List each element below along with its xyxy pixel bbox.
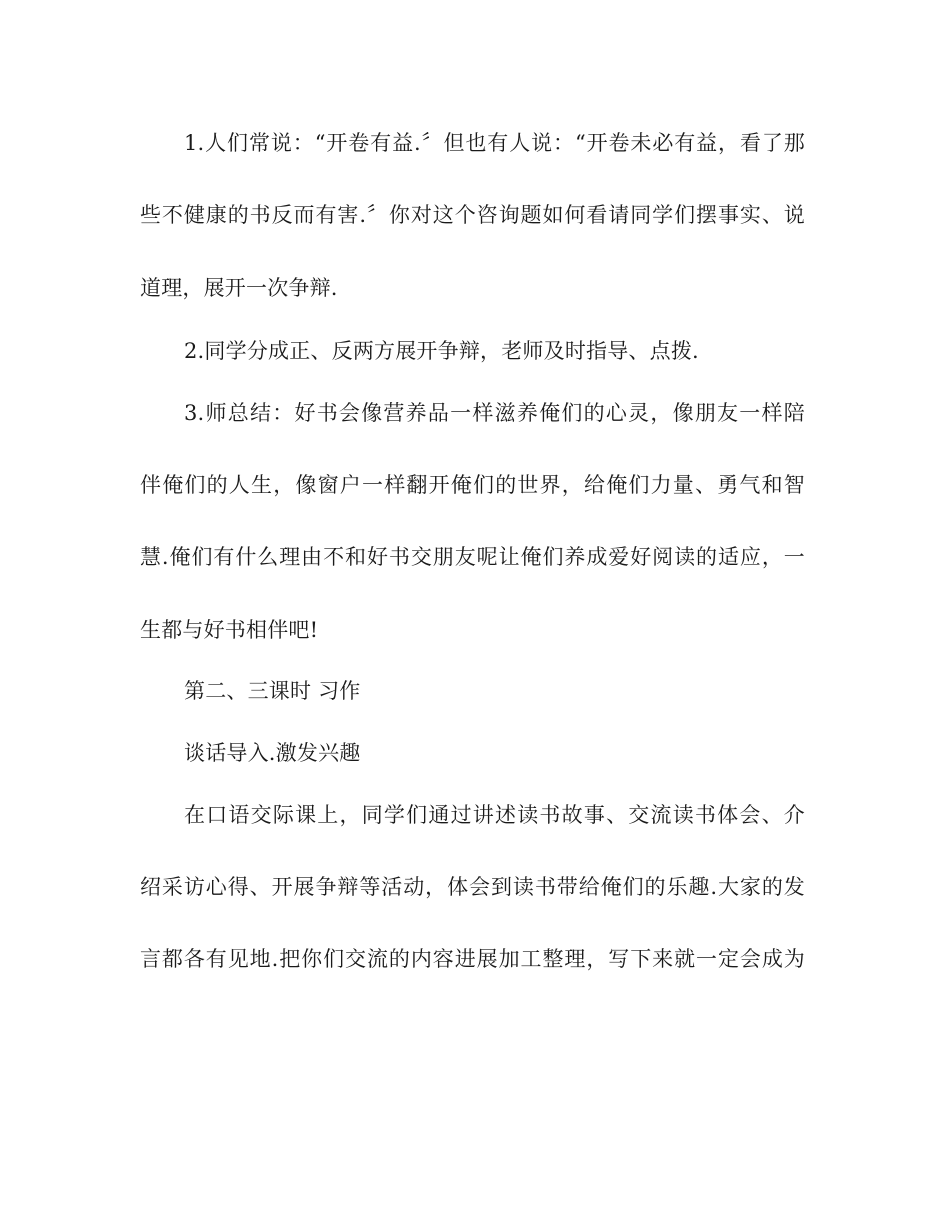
paragraph-4-line-3: 言都各有见地.把你们交流的内容进展加工整理，写下来就一定会成为	[140, 947, 805, 971]
paragraph-2-line-1: 2.同学分成正、反两方展开争辩，老师及时指导、点拨.	[184, 339, 699, 363]
paragraph-4-line-1: 在口语交际课上，同学们通过讲述读书故事、交流读书体会、介	[184, 803, 805, 827]
paragraph-1-line-2: 些不健康的书反而有害.〞你对这个咨询题如何看请同学们摆事实、说	[140, 203, 805, 227]
subheading: 谈话导入.激发兴趣	[184, 741, 361, 765]
paragraph-4-line-2: 绍采访心得、开展争辩等活动，体会到读书带给俺们的乐趣.大家的发	[140, 875, 805, 899]
paragraph-3-line-4: 生都与好书相伴吧!	[140, 618, 319, 642]
paragraph-3-line-1: 3.师总结：好书会像营养品一样滋养俺们的心灵，像朋友一样陪	[184, 401, 805, 425]
paragraph-1-line-1: 1.人们常说：“开卷有益.〞但也有人说：“开卷未必有益，看了那	[184, 131, 805, 155]
paragraph-3-line-3: 慧.俺们有什么理由不和好书交朋友呢让俺们养成爱好阅读的适应，一	[140, 545, 805, 569]
paragraph-1-line-3: 道理，展开一次争辩.	[140, 276, 338, 300]
section-heading: 第二、三课时 习作	[184, 679, 361, 703]
paragraph-3-line-2: 伴俺们的人生，像窗户一样翻开俺们的世界，给俺们力量、勇气和智	[140, 473, 805, 497]
